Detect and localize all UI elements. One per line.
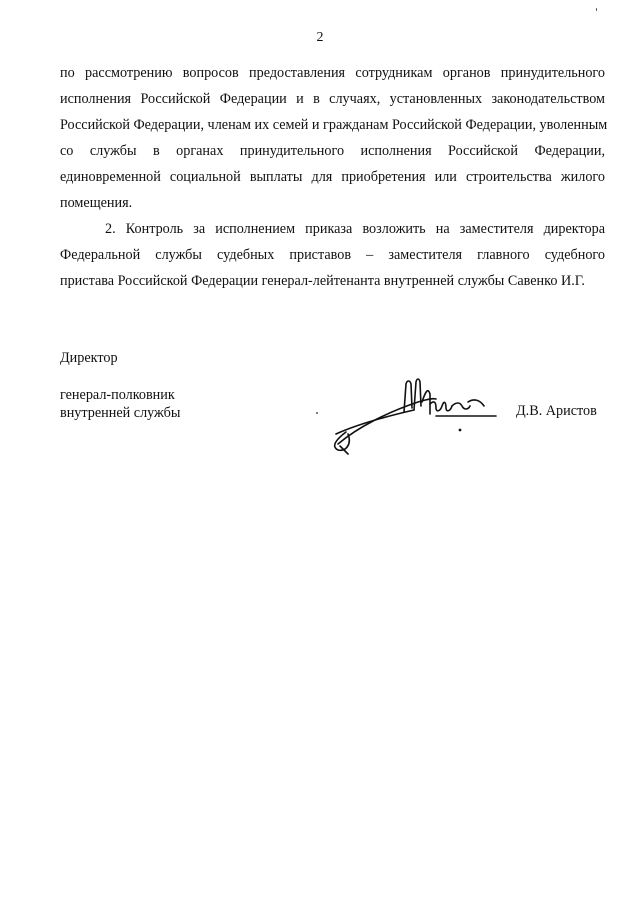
rank-line-2: внутренней службы [60, 405, 181, 421]
paragraph-1-line-2: исполнения Российской Федерации и в случаях, установленных законодательством [60, 91, 605, 107]
paragraph-1-line-3: Российской Федерации, членам их семей и гражданам Российской Федерации, уволенным [60, 117, 608, 133]
paragraph-1-line-6: помещения. [60, 195, 133, 211]
scan-speck [596, 8, 597, 11]
paragraph-2-line-2: Федеральной службы судебных приставов – заместителя главного судебного [60, 247, 605, 263]
paragraph-2-line-1: 2. Контроль за исполнением приказа возложить на заместителя директора [105, 221, 605, 237]
signatory-name: Д.В. Аристов [516, 403, 597, 419]
paragraph-2-line-3: пристава Российской Федерации генерал-лейтенанта внутренней службы Савенко И.Г. [60, 273, 585, 289]
position-title: Директор [60, 350, 118, 366]
rank-line-1: генерал-полковник [60, 387, 175, 403]
handwritten-signature [318, 372, 518, 462]
scan-speck [316, 412, 318, 414]
paragraph-1-line-5: единовременной социальной выплаты для приобретения или строительства жилого [60, 169, 605, 185]
paragraph-1-line-4: со службы в органах принудительного исполнения Российской Федерации, [60, 143, 605, 159]
paragraph-1-line-1: по рассмотрению вопросов предоставления сотрудникам органов принудительного [60, 65, 605, 81]
page-number: 2 [316, 30, 324, 45]
